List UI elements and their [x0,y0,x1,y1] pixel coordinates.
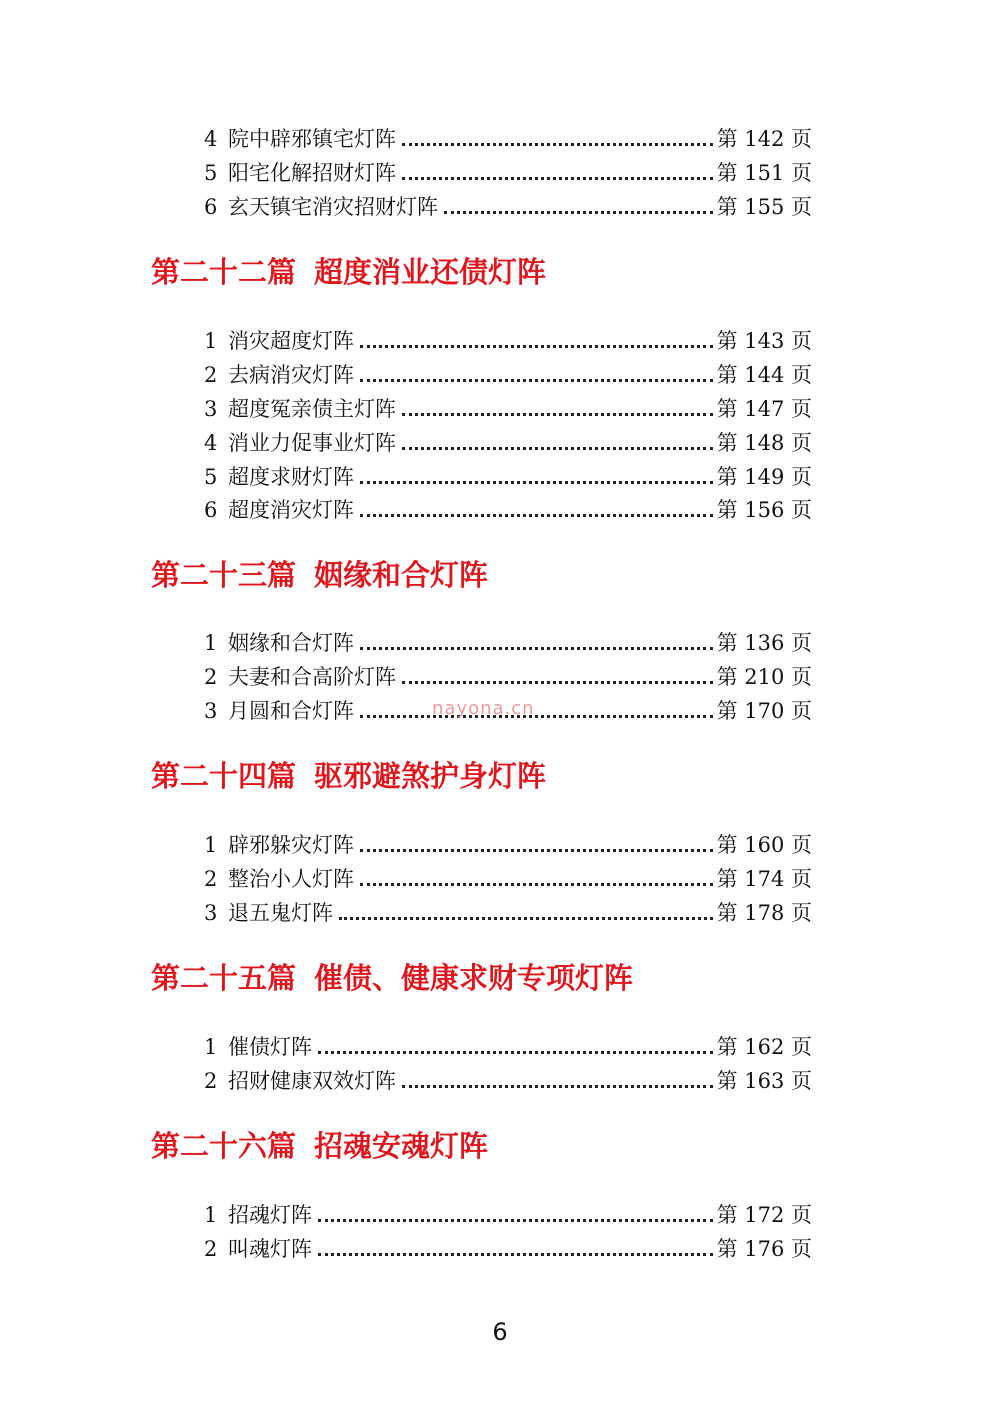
dot-leader [402,177,713,180]
section-part: 第二十二篇 [151,255,297,289]
section-part: 第二十三篇 [151,558,297,592]
entry-title: 夫妻和合高阶灯阵 [228,665,396,689]
section-name: 驱邪避煞护身灯阵 [314,759,547,793]
dot-leader [318,1219,713,1222]
entry-page-ref: 第 156 页 [716,498,812,522]
entry-title: 整治小人灯阵 [228,867,354,891]
toc-entry [204,662,812,692]
toc-entry [204,864,812,894]
entry-page-ref: 第 210 页 [716,665,812,689]
toc-entry [204,158,812,188]
entry-title: 催债灯阵 [228,1035,312,1059]
toc-entry [204,1066,812,1096]
section-name: 招魂安魂灯阵 [314,1129,489,1163]
entry-title: 叫魂灯阵 [228,1237,312,1261]
entry-number: 1 [204,631,218,655]
section-heading [151,557,488,593]
section-heading [151,960,633,996]
entry-number: 1 [204,1203,218,1227]
section-part: 第二十五篇 [151,961,297,995]
entry-title: 辟邪躲灾灯阵 [228,833,354,857]
entry-number: 1 [204,1035,218,1059]
entry-page-ref: 第 163 页 [716,1069,812,1093]
dot-leader [318,1051,713,1054]
entry-page-ref: 第 162 页 [716,1035,812,1059]
entry-title: 超度冤亲债主灯阵 [228,397,396,421]
entry-title: 超度消灾灯阵 [228,498,354,522]
dot-leader [339,917,713,920]
section-heading [151,1128,488,1164]
toc-entry [204,428,812,458]
entry-page-ref: 第 176 页 [716,1237,812,1261]
entry-number: 3 [204,397,218,421]
entry-title: 玄天镇宅消灾招财灯阵 [228,195,438,219]
toc-entry [204,898,812,928]
entry-number: 2 [204,1069,218,1093]
entry-number: 6 [204,195,218,219]
dot-leader [402,681,713,684]
entry-number: 4 [204,431,218,455]
toc-entry [204,628,812,658]
entry-title: 姻缘和合灯阵 [228,631,354,655]
toc-entry [204,462,812,492]
toc-entry [204,326,812,356]
dot-leader [402,1085,713,1088]
dot-leader [360,514,713,517]
entry-number: 2 [204,867,218,891]
entry-title: 去病消灾灯阵 [228,363,354,387]
toc-entry [204,495,812,525]
section-name: 姻缘和合灯阵 [314,558,489,592]
entry-number: 3 [204,699,218,723]
entry-page-ref: 第 142 页 [716,127,812,151]
dot-leader [444,211,713,214]
entry-number: 1 [204,329,218,353]
entry-number: 5 [204,465,218,489]
dot-leader [360,883,713,886]
entry-title: 月圆和合灯阵 [228,699,354,723]
entry-page-ref: 第 144 页 [716,363,812,387]
entry-title: 消业力促事业灯阵 [228,431,396,455]
entry-number: 4 [204,127,218,151]
entry-page-ref: 第 155 页 [716,195,812,219]
entry-title: 阳宅化解招财灯阵 [228,161,396,185]
entry-number: 2 [204,1237,218,1261]
dot-leader [402,447,713,450]
entry-number: 2 [204,665,218,689]
section-name: 催债、健康求财专项灯阵 [314,961,634,995]
dot-leader [360,715,713,718]
dot-leader [360,849,713,852]
toc-entry [204,830,812,860]
toc-entry [204,1200,812,1230]
entry-title: 超度求财灯阵 [228,465,354,489]
dot-leader [318,1253,713,1256]
entry-page-ref: 第 160 页 [716,833,812,857]
dot-leader [360,481,713,484]
dot-leader [360,379,713,382]
entry-page-ref: 第 147 页 [716,397,812,421]
toc-entry [204,1032,812,1062]
entry-page-ref: 第 178 页 [716,901,812,925]
section-part: 第二十四篇 [151,759,297,793]
entry-page-ref: 第 174 页 [716,867,812,891]
entry-title: 招财健康双效灯阵 [228,1069,396,1093]
section-name: 超度消业还债灯阵 [314,255,547,289]
dot-leader [402,143,713,146]
section-heading [151,758,546,794]
toc-entry [204,360,812,390]
entry-title: 招魂灯阵 [228,1203,312,1227]
section-part: 第二十六篇 [151,1129,297,1163]
toc-entry [204,192,812,222]
entry-number: 6 [204,498,218,522]
page-number: 6 [492,1318,508,1346]
entry-page-ref: 第 170 页 [716,699,812,723]
entry-page-ref: 第 149 页 [716,465,812,489]
entry-page-ref: 第 172 页 [716,1203,812,1227]
entry-number: 3 [204,901,218,925]
entry-number: 5 [204,161,218,185]
toc-entry [204,394,812,424]
entry-page-ref: 第 148 页 [716,431,812,455]
dot-leader [360,345,713,348]
entry-page-ref: 第 136 页 [716,631,812,655]
entry-page-ref: 第 151 页 [716,161,812,185]
watermark-text: nayona.cn [432,698,535,719]
dot-leader [402,413,713,416]
entry-number: 1 [204,833,218,857]
dot-leader [360,647,713,650]
entry-title: 消灾超度灯阵 [228,329,354,353]
toc-entry [204,124,812,154]
toc-entry [204,1234,812,1264]
entry-number: 2 [204,363,218,387]
entry-page-ref: 第 143 页 [716,329,812,353]
section-heading [151,254,546,290]
entry-title: 退五鬼灯阵 [228,901,333,925]
entry-title: 院中辟邪镇宅灯阵 [228,127,396,151]
